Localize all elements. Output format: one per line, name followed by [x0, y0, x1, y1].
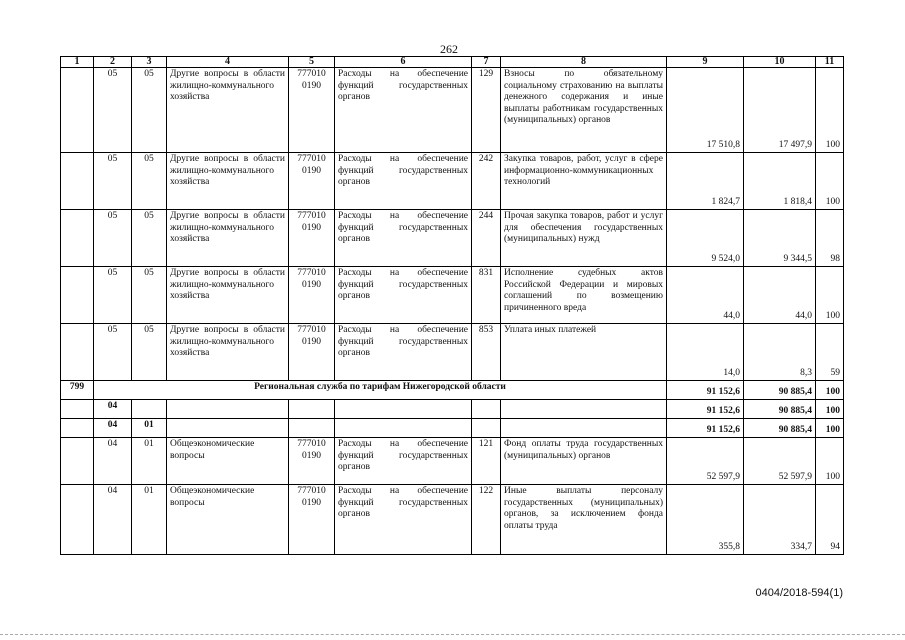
cell-plan: 17 510,8 — [667, 68, 744, 153]
cell-section: 04 — [94, 400, 132, 419]
cell — [501, 400, 667, 419]
cell-name: Другие вопросы в области жилищно-коммунального хозяйства — [167, 68, 289, 153]
cell-percent: 100 — [816, 267, 844, 324]
cell-subsection: 01 — [132, 485, 167, 555]
cell-subsection: 05 — [132, 267, 167, 324]
cell-type: 244 — [472, 210, 501, 267]
cell-type-name: Закупка товаров, работ, услуг в сфере информационно-коммуникационных технологий — [501, 153, 667, 210]
cell-type: 121 — [472, 438, 501, 485]
budget-table — [60, 56, 844, 555]
page-bottom-edge — [0, 634, 905, 635]
cell — [61, 210, 94, 267]
col-header: 8 — [501, 57, 667, 68]
cell — [61, 68, 94, 153]
cell — [472, 400, 501, 419]
cell-target: 777010 0190 — [289, 68, 335, 153]
cell-type-name: Иные выплаты персоналу государственных (муниципальных) органов, за исключением фонда оплаты труда — [501, 485, 667, 555]
cell-plan: 14,0 — [667, 324, 744, 381]
table-row — [61, 438, 844, 485]
cell-name: Другие вопросы в области жилищно-коммунального хозяйства — [167, 267, 289, 324]
cell-target: 777010 0190 — [289, 485, 335, 555]
cell — [61, 267, 94, 324]
cell — [61, 485, 94, 555]
cell-percent: 100 — [816, 381, 844, 400]
cell-target-name: Расходы на обеспечение функций государственных органов — [335, 153, 472, 210]
cell-target: 777010 0190 — [289, 438, 335, 485]
col-header: 10 — [744, 57, 816, 68]
table-row — [61, 485, 844, 555]
cell-type: 129 — [472, 68, 501, 153]
col-header: 11 — [816, 57, 844, 68]
cell-actual: 334,7 — [744, 485, 816, 555]
cell-section: 05 — [94, 210, 132, 267]
cell-percent: 98 — [816, 210, 844, 267]
cell-name: Общеэкономические вопросы — [167, 485, 289, 555]
cell — [167, 400, 289, 419]
section-row — [61, 400, 844, 419]
cell-target: 777010 0190 — [289, 210, 335, 267]
cell-type-name: Фонд оплаты труда государственных (муниципальных) органов — [501, 438, 667, 485]
col-header: 7 — [472, 57, 501, 68]
cell — [61, 419, 94, 438]
cell-type: 831 — [472, 267, 501, 324]
cell-plan: 355,8 — [667, 485, 744, 555]
table-row — [61, 153, 844, 210]
table-row — [61, 210, 844, 267]
table-row — [61, 267, 844, 324]
cell-percent: 100 — [816, 153, 844, 210]
cell-target-name: Расходы на обеспечение функций государственных органов — [335, 68, 472, 153]
col-header: 9 — [667, 57, 744, 68]
cell-subsection: 05 — [132, 324, 167, 381]
cell-plan: 91 152,6 — [667, 381, 744, 400]
cell — [61, 400, 94, 419]
cell-subsection: 05 — [132, 68, 167, 153]
col-header: 3 — [132, 57, 167, 68]
cell-actual: 1 818,4 — [744, 153, 816, 210]
cell-subsection: 05 — [132, 210, 167, 267]
cell-name: Другие вопросы в области жилищно-коммунального хозяйства — [167, 210, 289, 267]
col-header: 6 — [335, 57, 472, 68]
agency-title: Региональная служба по тарифам Нижегородской области — [94, 381, 667, 400]
cell-agency-code: 799 — [61, 381, 94, 400]
cell-section: 04 — [94, 419, 132, 438]
cell-percent: 100 — [816, 68, 844, 153]
cell-target: 777010 0190 — [289, 267, 335, 324]
cell — [61, 153, 94, 210]
cell-type: 242 — [472, 153, 501, 210]
table-row — [61, 68, 844, 153]
cell-target-name: Расходы на обеспечение функций государственных органов — [335, 485, 472, 555]
cell-section: 05 — [94, 153, 132, 210]
col-header: 1 — [61, 57, 94, 68]
cell-percent: 100 — [816, 438, 844, 485]
col-header: 2 — [94, 57, 132, 68]
cell — [61, 438, 94, 485]
cell — [501, 419, 667, 438]
cell-type-name: Взносы по обязательному социальному страхованию на выплаты денежного содержания и иные выплаты работникам государственных (муниципальных) органов — [501, 68, 667, 153]
cell — [472, 419, 501, 438]
cell-type: 853 — [472, 324, 501, 381]
cell-subsection: 05 — [132, 153, 167, 210]
agency-row — [61, 381, 844, 400]
cell-percent: 94 — [816, 485, 844, 555]
cell-subsection: 01 — [132, 419, 167, 438]
cell-actual: 90 885,4 — [744, 400, 816, 419]
cell-plan: 52 597,9 — [667, 438, 744, 485]
cell-plan: 44,0 — [667, 267, 744, 324]
cell-subsection: 01 — [132, 438, 167, 485]
cell-actual: 90 885,4 — [744, 419, 816, 438]
cell-target-name: Расходы на обеспечение функций государственных органов — [335, 267, 472, 324]
cell — [61, 324, 94, 381]
cell-name: Другие вопросы в области жилищно-коммунального хозяйства — [167, 324, 289, 381]
cell-actual: 17 497,9 — [744, 68, 816, 153]
cell-target: 777010 0190 — [289, 153, 335, 210]
table-row — [61, 324, 844, 381]
cell-actual: 8,3 — [744, 324, 816, 381]
cell-target-name: Расходы на обеспечение функций государственных органов — [335, 210, 472, 267]
cell-name: Другие вопросы в области жилищно-коммунального хозяйства — [167, 153, 289, 210]
cell-actual: 9 344,5 — [744, 210, 816, 267]
cell-section: 05 — [94, 324, 132, 381]
cell-actual: 90 885,4 — [744, 381, 816, 400]
cell-type-name: Прочая закупка товаров, работ и услуг для обеспечения государственных (муниципальных) нужд — [501, 210, 667, 267]
cell — [289, 419, 335, 438]
col-header: 5 — [289, 57, 335, 68]
cell-actual: 52 597,9 — [744, 438, 816, 485]
cell-type-name: Уплата иных платежей — [501, 324, 667, 381]
cell — [167, 419, 289, 438]
cell-percent: 100 — [816, 400, 844, 419]
page-number: 262 — [440, 42, 458, 56]
cell-plan: 91 152,6 — [667, 400, 744, 419]
col-header: 4 — [167, 57, 289, 68]
cell — [335, 400, 472, 419]
cell-type: 122 — [472, 485, 501, 555]
cell-percent: 100 — [816, 419, 844, 438]
cell — [335, 419, 472, 438]
cell-subsection — [132, 400, 167, 419]
cell-name: Общеэкономические вопросы — [167, 438, 289, 485]
document-code: 0404/2018-594(1) — [755, 587, 843, 599]
cell-plan: 1 824,7 — [667, 153, 744, 210]
cell-target: 777010 0190 — [289, 324, 335, 381]
cell-actual: 44,0 — [744, 267, 816, 324]
cell-section: 04 — [94, 485, 132, 555]
cell-section: 05 — [94, 68, 132, 153]
cell-target-name: Расходы на обеспечение функций государственных органов — [335, 438, 472, 485]
cell-type-name: Исполнение судебных актов Российской Федерации и мировых соглашений по возмещению причиненного вреда — [501, 267, 667, 324]
header-row — [61, 57, 844, 68]
cell-plan: 9 524,0 — [667, 210, 744, 267]
cell-target-name: Расходы на обеспечение функций государственных органов — [335, 324, 472, 381]
cell-section: 04 — [94, 438, 132, 485]
cell-plan: 91 152,6 — [667, 419, 744, 438]
cell — [289, 400, 335, 419]
section-row — [61, 419, 844, 438]
cell-percent: 59 — [816, 324, 844, 381]
cell-section: 05 — [94, 267, 132, 324]
